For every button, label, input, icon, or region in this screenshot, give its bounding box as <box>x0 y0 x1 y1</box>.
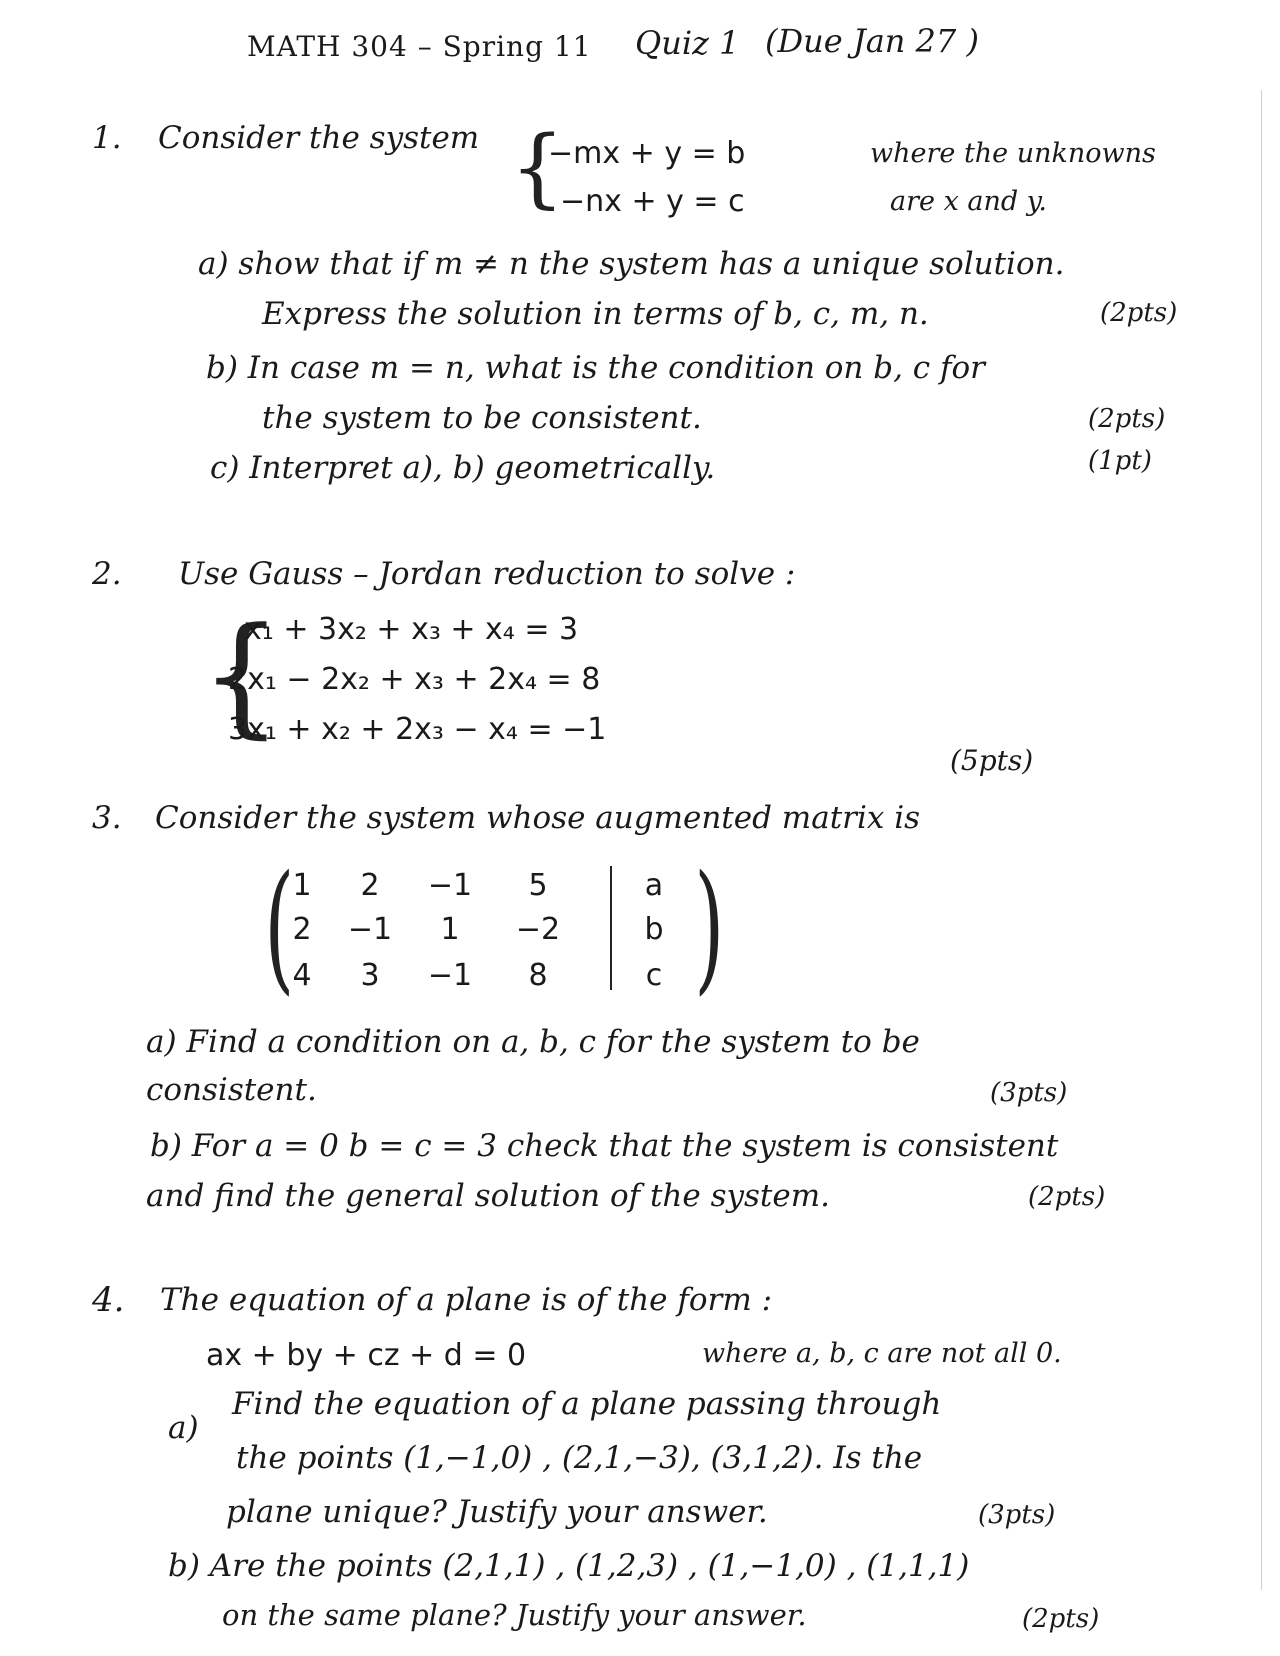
q4a-points: (3pts) <box>978 1500 1056 1530</box>
q4b-line-2: on the same plane? Justify your answer. <box>222 1598 807 1632</box>
matrix-cell: 5 <box>528 868 548 903</box>
q1-equation-1: −mx + y = b <box>548 136 746 171</box>
augmented-bar <box>610 866 612 990</box>
q4a-line-2: the points (1,−1,0) , (2,1,−3), (3,1,2). Is the <box>236 1440 923 1476</box>
q2-number: 2. <box>92 556 122 592</box>
matrix-right-paren: ) <box>694 846 725 1009</box>
q1-unknowns-line-2: are x and y. <box>890 186 1047 217</box>
q2-intro: Use Gauss – Jordan reduction to solve : <box>178 556 796 592</box>
matrix-cell: 2 <box>292 912 312 947</box>
q4b-line-1: b) Are the points (2,1,1) , (1,2,3) , (1,−1,0) , (1,1,1) <box>168 1548 970 1584</box>
q3b-line-2: and find the general solution of the system. <box>146 1178 830 1214</box>
matrix-rhs-cell: a <box>644 868 664 903</box>
q1-system-brace: { <box>510 118 565 218</box>
matrix-cell: −1 <box>427 868 473 903</box>
matrix-cell: 4 <box>292 958 312 993</box>
q1c-line: c) Interpret a), b) geometrically. <box>210 450 716 486</box>
q1-intro: Consider the system <box>158 120 480 156</box>
q3b-points: (2pts) <box>1028 1182 1106 1212</box>
q1b-line-2: the system to be consistent. <box>262 400 702 436</box>
matrix-rhs-cell: c <box>645 958 663 993</box>
q1b-points: (2pts) <box>1088 404 1166 434</box>
q2-equation-1: x₁ + 3x₂ + x₃ + x₄ = 3 <box>244 612 579 647</box>
matrix-left-paren: ( <box>264 846 295 1009</box>
q2-points: (5pts) <box>950 744 1034 777</box>
q4a-label: a) <box>168 1410 199 1446</box>
q2-equation-2: 2x₁ − 2x₂ + x₃ + 2x₄ = 8 <box>228 662 601 697</box>
matrix-cell: 2 <box>360 868 380 903</box>
q4a-line-1: Find the equation of a plane passing through <box>232 1386 942 1422</box>
q4-intro: The equation of a plane is of the form : <box>160 1282 773 1318</box>
q3-intro: Consider the system whose augmented matrix is <box>155 800 921 836</box>
matrix-cell: −1 <box>347 912 393 947</box>
q4b-points: (2pts) <box>1022 1604 1100 1634</box>
matrix-cell: 1 <box>292 868 312 903</box>
q3-number: 3. <box>92 800 122 836</box>
quiz-label: Quiz 1 <box>635 24 740 62</box>
matrix-cell: 3 <box>360 958 380 993</box>
matrix-cell: 8 <box>528 958 548 993</box>
q2-system-brace: { <box>200 599 283 751</box>
q4a-line-3: plane unique? Justify your answer. <box>226 1494 768 1530</box>
q1b-line-1: b) In case m = n, what is the condition on b, c for <box>206 350 985 386</box>
q4-plane-equation: ax + by + cz + d = 0 <box>206 1338 527 1373</box>
q1-equation-2: −nx + y = c <box>560 184 745 219</box>
q1a-points: (2pts) <box>1100 298 1178 328</box>
matrix-cell: −2 <box>515 912 561 947</box>
q3b-line-1: b) For a = 0 b = c = 3 check that the system is consistent <box>150 1128 1059 1164</box>
q4-equation-note: where a, b, c are not all 0. <box>702 1338 1062 1369</box>
q1a-line-1: a) show that if m ≠ n the system has a unique solution. <box>198 246 1065 282</box>
q1c-points: (1pt) <box>1088 446 1152 476</box>
q2-equation-3: 3x₁ + x₂ + 2x₃ − x₄ = −1 <box>228 712 607 747</box>
matrix-cell: 1 <box>440 912 460 947</box>
course-title: MATH 304 – Spring 11 <box>247 30 592 63</box>
matrix-cell: −1 <box>427 958 473 993</box>
q4-number: 4. <box>92 1280 125 1320</box>
q1-number: 1. <box>92 120 122 156</box>
scan-edge-line <box>1261 90 1262 1590</box>
q1-unknowns-line-1: where the unknowns <box>870 138 1156 169</box>
q3a-points: (3pts) <box>990 1078 1068 1108</box>
q1a-line-2: Express the solution in terms of b, c, m, n. <box>262 296 929 332</box>
due-date: (Due Jan 27 ) <box>765 22 979 60</box>
q3a-line-1: a) Find a condition on a, b, c for the system to be <box>146 1024 920 1060</box>
matrix-rhs-cell: b <box>644 912 664 947</box>
q3a-line-2: consistent. <box>146 1072 317 1108</box>
